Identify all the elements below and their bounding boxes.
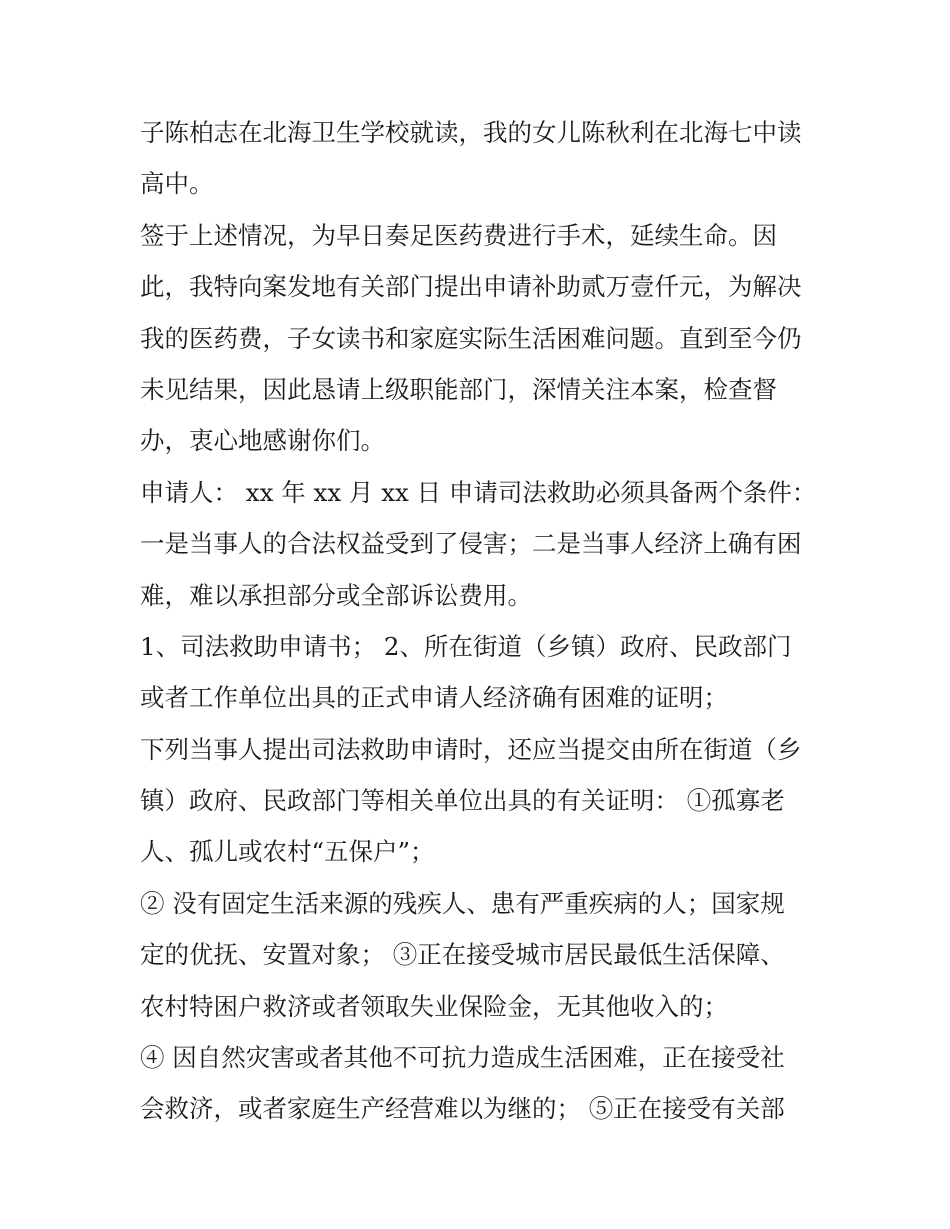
text-line: 申请人： xx 年 xx 月 xx 日 申请司法救助必须具备两个条件： [140,477,817,507]
body-text [140,107,820,1135]
text-line: 定的优抚、安置对象； ③正在接受城市居民最低生活保障、 [140,940,785,970]
text-line: 我的医药费，子女读书和家庭实际生活困难问题。直到至今仍 [140,323,802,353]
text-line: 办，衷心地感谢你们。 [140,426,385,456]
text-line: ④ 因自然灾害或者其他不可抗力造成生活困难，正在接受社 [140,1043,785,1073]
text-line: 难，难以承担部分或全部诉讼费用。 [140,580,532,610]
text-line: 人、孤儿或农村“五保户”； [140,837,435,867]
text-line: ② 没有固定生活来源的残疾人、患有严重疾病的人；国家规 [140,888,785,918]
text-line: 会救济，或者家庭生产经营难以为继的； ⑤正在接受有关部 [140,1094,785,1124]
text-line: 1、司法救助申请书； 2、所在街道（乡镇）政府、民政部门 [140,631,792,661]
text-line: 下列当事人提出司法救助申请时，还应当提交由所在街道（乡 [140,734,802,764]
text-line: 一是当事人的合法权益受到了侵害；二是当事人经济上确有困 [140,529,802,559]
text-line: 未见结果，因此恳请上级职能部门，深情关注本案，检查督 [140,374,777,404]
text-line: 镇）政府、民政部门等相关单位出具的有关证明： ①孤寡老 [140,786,785,816]
text-line: 此，我特向案发地有关部门提出申请补助贰万壹仟元，为解决 [140,272,802,302]
text-line: 农村特困户救济或者领取失业保险金，无其他收入的； [140,991,728,1021]
text-line: 或者工作单位出具的正式申请人经济确有困难的证明； [140,683,728,713]
text-line: 签于上述情况，为早日奏足医药费进行手术，延续生命。因 [140,220,777,250]
text-line: 高中。 [140,169,214,199]
text-line: 子陈柏志在北海卫生学校就读，我的女儿陈秋利在北海七中读 [140,118,802,147]
